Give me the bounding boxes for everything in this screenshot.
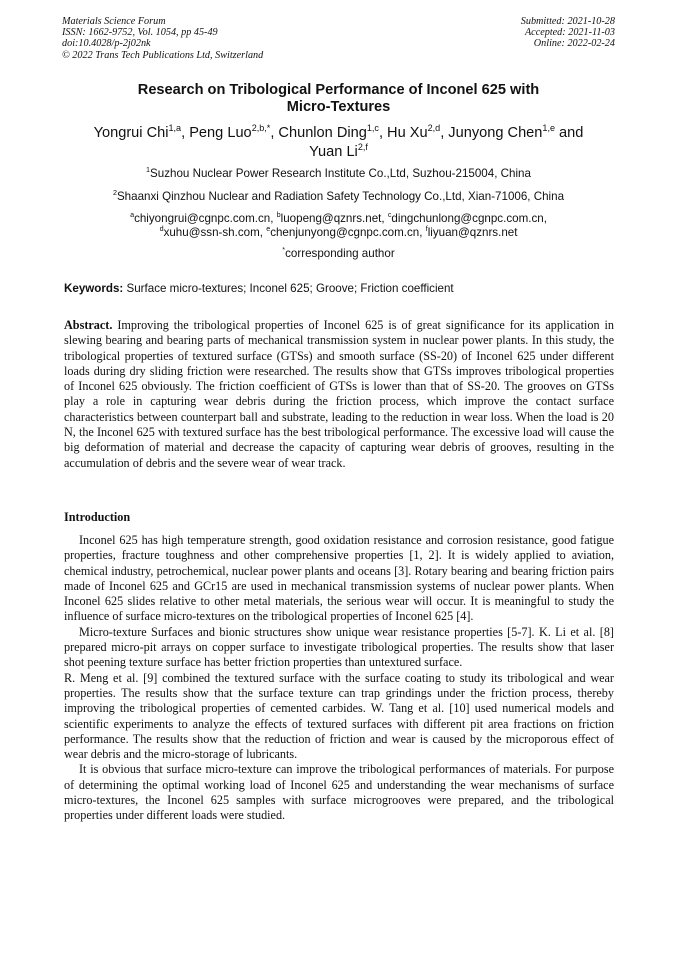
abstract-label: Abstract. xyxy=(64,318,113,332)
email-link[interactable]: luopeng@qznrs.net, xyxy=(280,212,388,225)
affiliation-1: $^1$Suzhou Nuclear Power Research Institute Co.,Ltd, Suzhou-215004, China xyxy=(146,165,531,180)
issn-line: ISSN: 1662-9752, Vol. 1054, pp 45-49 xyxy=(62,27,218,39)
author: Yongrui Chi$^{1,a}$, xyxy=(93,123,190,141)
email-link[interactable]: dingchunlong@cgnpc.com.cn, xyxy=(391,212,547,225)
author: Peng Luo$^{2,b,*}$, xyxy=(189,123,279,141)
journal-header xyxy=(62,16,263,61)
accepted-date: Accepted: 2021-11-03 xyxy=(524,27,615,39)
online-date: Online: 2022-02-24 xyxy=(533,38,615,50)
copyright-line: © 2022 Trans Tech Publications Ltd, Switzerland xyxy=(62,49,264,61)
paragraph: R. Meng et al. [9] combined the textured surface with the surface coating to study its tribological and wear properties. The results show that the surface texture can trap grindings under the friction process, thereby improving the tribological properties of cemented carbides. W. Tang et al. [10] used numerical models and scientific experiments to analyze the effects of textured surfaces with different pit area fractions on friction performance. The results show that the reduction of friction and wear is caused by the microporous effect of wear debris and the micro-storage of lubricants. xyxy=(64,670,614,762)
paragraph: Micro-texture Surfaces and bionic structures show unique wear resistance properties [5-7]. K. Li et al. [8] prepared micro-pit arrays on copper surface to investigate tribological properties. The results show that laser shot peening texture surface has better friction properties than untextured surface. xyxy=(64,624,614,670)
email-link[interactable]: xuhu@ssn-sh.com, xyxy=(163,226,267,239)
author: Chunlon Ding$^{1,c}$, xyxy=(278,123,388,141)
author: Yuan Li$^{2,f}$ xyxy=(309,142,368,160)
email-link[interactable]: liyuan@qznrs.net xyxy=(427,226,518,239)
author-list xyxy=(62,124,615,162)
title-line-1: Research on Tribological Performance of Inconel 625 with xyxy=(137,82,540,98)
doi-line[interactable]: doi:10.4028/p-2j02nk xyxy=(62,38,151,50)
author: Hu Xu$^{2,d}$, xyxy=(387,123,449,141)
paragraph: Inconel 625 has high temperature strength, good oxidation resistance and corrosion resistance, good fatigue properties, fracture toughness and other comprehensive properties [1, 2]. It is widely applied to aviation, chemical industry, petrochemical, nuclear power plants and oceans [3]. Rotary bearing and bearing friction pairs made of Inconel 625 and GCr15 are used in mechanical transmission systems of nuclear power plants. When Inconel 625 slides relative to other metal materials, the serious wear will occur. It is meaningful to study the influence of surface micro-textures on the tribological properties of Inconel 625 [4]. xyxy=(64,533,614,624)
author: Junyong Chen$^{1,e}$ and xyxy=(448,123,584,141)
corresponding-author-note: *corresponding author xyxy=(282,245,395,260)
dates-header xyxy=(521,16,615,50)
keywords xyxy=(64,282,454,295)
abstract-text: Improving the tribological properties of Inconel 625 is of great significance for its application in slewing bearing and bearing parts of mechanical transmission system in nuclear power plants. In this study, the tribological properties of textured surface (GTSs) and smooth surface (SS-20) of Inconel 625 under different loads during dry sliding friction were researched. The results show that GTSs improves tribological properties of Inconel 625 obviously. The friction coefficient of GTSs is lower than that of SS-20. The grooves on GTSs play a role in capturing wear debris during the friction process, which improve the contact surface characteristics between counterpart ball and substrate, leading to the reduction in wear loss. When the load is 20 N, the Inconel 625 with textured surface has the best tribological performance. The excessive load will cause the big deformation of material and decrease the capacity of capturing wear debris of grooves, resulting in the accumulation of debris and the severe wear of wear track. xyxy=(64,318,614,470)
email-link[interactable]: chenjunyong@cgnpc.com.cn, xyxy=(270,226,426,239)
paragraph: It is obvious that surface micro-texture can improve the tribological performances of materials. For purpose of determining the optimal working load of Inconel 625 and understanding the wear mechanisms of surface micro-textures, the Inconel 625 samples with surface microgrooves were prepared, and the tribological properties under different loads were studied. xyxy=(64,762,614,823)
paper-title xyxy=(62,82,615,116)
introduction-body xyxy=(64,533,614,824)
abstract xyxy=(64,318,614,471)
submitted-date: Submitted: 2021-10-28 xyxy=(520,16,615,27)
section-heading-introduction: Introduction xyxy=(64,510,131,524)
affiliation-2: $^2$Shaanxi Qinzhou Nuclear and Radiation Safety Technology Co.,Ltd, Xian-71006, China xyxy=(112,188,565,203)
email-line-1: $^a$chiyongrui@cgnpc.com.cn, $^b$luopeng@qznrs.net, $^c$dingchunlong@cgnpc.com.cn, xyxy=(130,210,547,225)
email-link[interactable]: chiyongrui@cgnpc.com.cn, xyxy=(134,212,277,225)
title-line-2: Micro-Textures xyxy=(286,99,391,115)
keywords-text: Surface micro-textures; Inconel 625; Groove; Friction coefficient xyxy=(123,282,454,295)
journal-name: Materials Science Forum xyxy=(62,16,166,27)
keywords-label: Keywords: xyxy=(64,282,124,295)
email-line-2: $^d$xuhu@ssn-sh.com, $^e$chenjunyong@cgnpc.com.cn, $^f$liyuan@qznrs.net xyxy=(159,224,518,239)
